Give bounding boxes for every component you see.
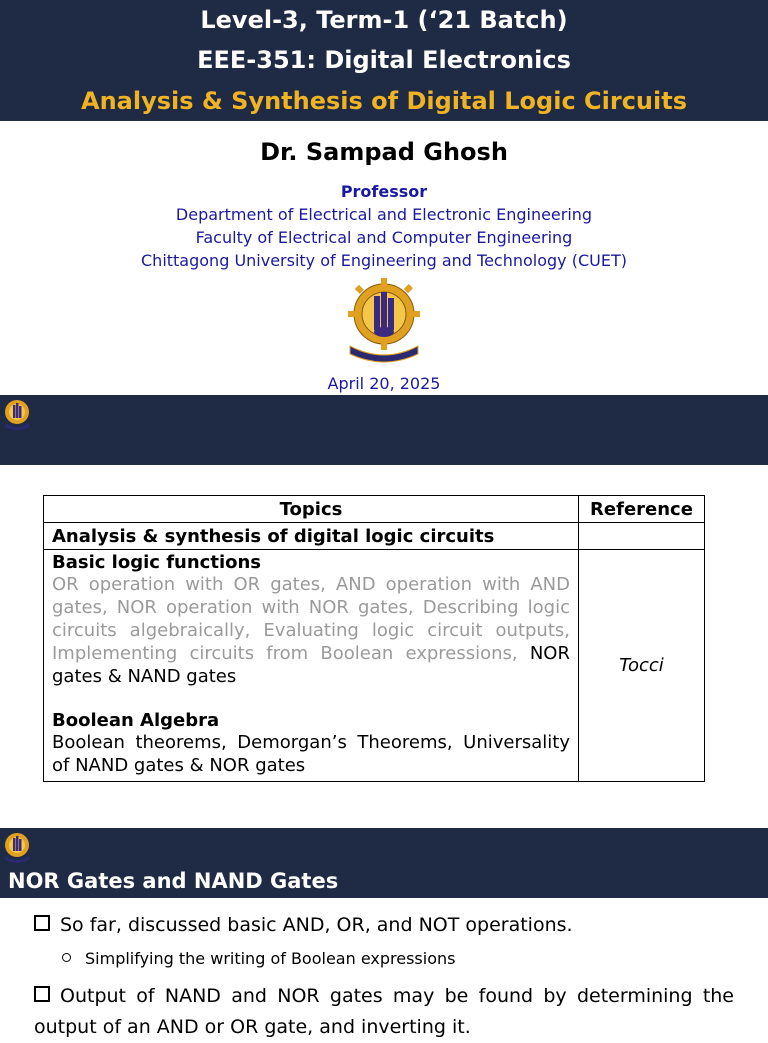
topics-table [43,495,705,782]
table-row [44,523,705,550]
empty-reference-cell [579,523,705,550]
slide-header-band [0,395,768,465]
course-title: EEE-351: Digital Electronics [197,46,571,74]
sub-bullet-item [62,949,455,968]
cuet-logo-small [2,830,32,865]
cuet-logo [344,276,424,368]
lecture-title: Analysis & Synthesis of Digital Logic Circuits [81,87,687,115]
checkbox-bullet-icon [34,915,50,931]
sub-bullet-text: Simplifying the writing of Boolean expressions [85,949,456,968]
basic-logic-text [52,573,570,688]
cuet-logo-small [2,397,32,432]
boolean-algebra-text: Boolean theorems, Demorgan’s Theorems, Universality of NAND gates & NOR gates [52,732,570,776]
bullet-item [34,914,734,936]
university: Chittagong University of Engineering and Technology (CUET) [141,251,627,270]
author-designation: Professor [340,182,428,201]
topic-details-cell [44,550,579,782]
bullet-text: So far, discussed basic AND, OR, and NOT operations. [60,914,573,936]
table-header-row [44,496,705,523]
checkbox-bullet-icon [34,986,50,1002]
faculty: Faculty of Electrical and Computer Engineering [195,228,573,247]
department: Department of Electrical and Electronic Engineering [175,205,593,224]
header-topics: Topics [44,496,579,523]
author-name: Dr. Sampad Ghosh [260,138,508,166]
basic-logic-heading: Basic logic functions [52,552,262,573]
table-row [44,550,705,782]
circle-bullet-icon [62,953,71,962]
presentation-date: April 20, 2025 [327,374,441,393]
title-band [0,0,768,121]
section-title: NOR Gates and NAND Gates [8,869,339,893]
boolean-algebra-heading: Boolean Algebra [52,710,220,731]
course-level: Level-3, Term-1 (‘21 Batch) [200,6,568,34]
pending-topics-text: NOR gates & NAND gates [52,643,570,687]
header-reference: Reference [579,496,705,523]
covered-topics-text: OR operation with OR gates, AND operation with AND gates, NOR operation with NOR gates, Describing logic circuits algebraically, Evaluating logic circuit outputs, Implementing circuits from Boolean expressions, [52,574,570,664]
bullet-text: Output of NAND and NOR gates may be found by determining the output of an AND or OR gate, and inverting it. [34,985,734,1038]
bullet-item [34,981,734,1043]
topic-analysis-synthesis: Analysis & synthesis of digital logic circuits [44,523,579,550]
reference-tocci: Tocci [579,550,705,782]
